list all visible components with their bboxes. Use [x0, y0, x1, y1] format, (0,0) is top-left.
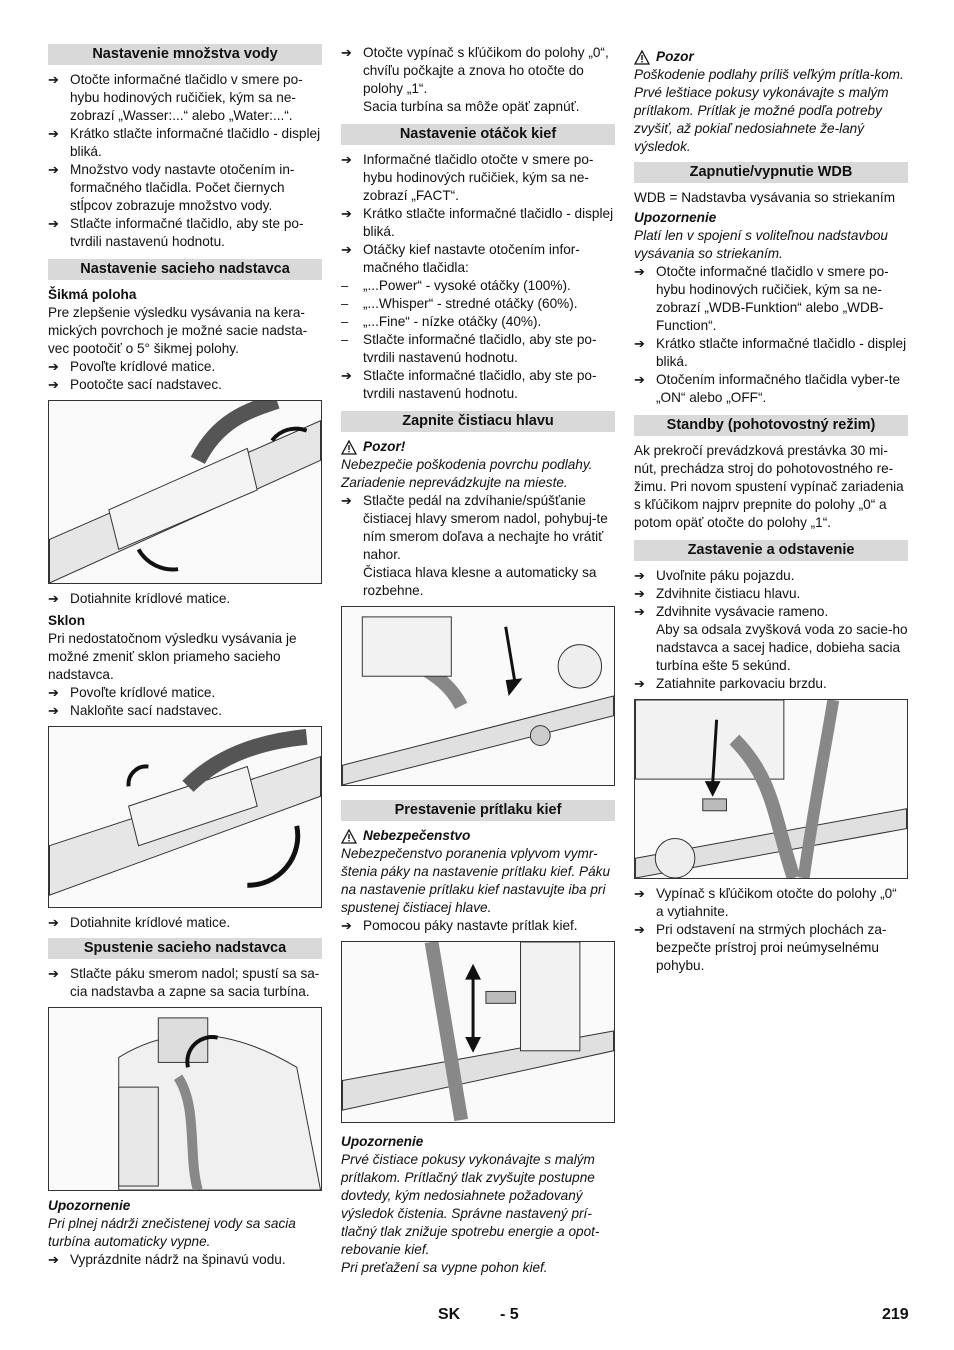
- subheading-oblique: Šikmá poloha: [48, 287, 137, 302]
- illustration-suction-oblique: [48, 400, 322, 584]
- arrow-right-icon: ➔: [634, 372, 645, 387]
- step: ➔ Uvoľnite páku pojazdu.: [634, 568, 795, 583]
- illustration-pressure-lever: [341, 941, 615, 1123]
- step: ➔ Krátko stlačte informačné tlačidlo - displej bliká.: [48, 126, 321, 159]
- step: ➔ Pri odstavení na strmých plochách za-bezpečte prístroj proi neúmyselnému pohybu.: [634, 922, 887, 973]
- step: ➔ Stlačte informačné tlačidlo, aby ste po-tvrdili nastavenú hodnotu.: [48, 216, 304, 249]
- step: ➔ Povoľte krídlové matice.: [48, 359, 216, 374]
- arrow-right-icon: ➔: [634, 676, 645, 691]
- warning-triangle-icon: [341, 440, 357, 455]
- step: ➔ Nakloňte sací nadstavec.: [48, 703, 222, 718]
- arrow-right-icon: ➔: [341, 45, 352, 60]
- arrow-right-icon: ➔: [634, 922, 645, 937]
- step: ➔ Stlačte páku smerom nadol; spustí sa sa-cia nadstavba a zapne sa sacia turbína.: [48, 966, 320, 999]
- arrow-right-icon: ➔: [341, 206, 352, 221]
- parking-brake-drawing: [635, 700, 907, 878]
- arrow-right-icon: ➔: [634, 586, 645, 601]
- section-header-lower: Spustenie sacieho nadstavca: [48, 938, 322, 959]
- note-text: Pri plnej nádrži znečistenej vody sa sacia turbína automaticky vypne.: [48, 1216, 296, 1249]
- arrow-right-icon: ➔: [48, 162, 59, 177]
- step: ➔ Vyprázdnite nádrž na špinavú vodu.: [48, 1252, 286, 1267]
- step: ➔ Informačné tlačidlo otočte v smere po-hybu hodinových ručičiek, kým sa ne-zobrazí „FACT“.: [341, 152, 594, 203]
- step: ➔ Stlačte informačné tlačidlo, aby ste po-tvrdili nastavenú hodnotu.: [341, 368, 597, 401]
- arrow-right-icon: ➔: [48, 216, 59, 231]
- section-header-standby: Standby (pohotovostný režim): [634, 415, 908, 436]
- paragraph: Čistiaca hlava klesne a automaticky sa rozbehne.: [363, 565, 597, 598]
- arrow-right-icon: ➔: [48, 685, 59, 700]
- paragraph: Sacia turbína sa môže opäť zapnúť.: [363, 99, 580, 114]
- pedal-drawing: [342, 607, 614, 785]
- illustration-pedal: [341, 606, 615, 786]
- dash-item: – Stlačte informačné tlačidlo, aby ste po-tvrdili nastavenú hodnotu.: [341, 332, 597, 365]
- illustration-lever: [48, 1007, 322, 1191]
- step: ➔ Krátko stlačte informačné tlačidlo - displej bliká.: [634, 336, 907, 369]
- note-label: Upozornenie: [634, 210, 717, 225]
- caution-text: Poškodenie podlahy príliš veľkým prítla-kom. Prvé leštiace pokusy vykonávajte s malým prítlakom. Prítlak je možné podľa potreby zvyšiť, až pokiaľ nedosiahnete že-laný výsledok.: [634, 67, 904, 154]
- warning-triangle-icon: [341, 829, 357, 844]
- dash-item: – „...Whisper“ - stredné otáčky (60%).: [341, 296, 578, 311]
- note-text: Prvé čistiace pokusy vykonávajte s malým prítlakom. Prítlačný tlak zvyšujte postupne dovtedy, kým nedosiahnete požadovaný výsledok čistenia. Správne nastavený prí-tlačný tlak znižuje spotrebu energie a opot-rebovanie kief.: [341, 1152, 600, 1257]
- arrow-right-icon: ➔: [48, 377, 59, 392]
- section-header-wdb: Zapnutie/vypnutie WDB: [634, 162, 908, 183]
- section-header-speed: Nastavenie otáčok kief: [341, 124, 615, 145]
- step: ➔ Otočte informačné tlačidlo v smere po-hybu hodinových ručičiek, kým sa ne-zobrazí „WDB-Funktion“ alebo „WDB-Function“.: [634, 264, 889, 333]
- page-number: 219: [882, 1306, 909, 1323]
- note-label: Upozornenie: [48, 1198, 131, 1213]
- caution-heading: Pozor!: [341, 438, 615, 456]
- column-right: [634, 44, 908, 975]
- step: ➔ Otáčky kief nastavte otočením infor-mačného tlačidla:: [341, 242, 580, 275]
- step: ➔ Zdvihnite čistiacu hlavu.: [634, 586, 801, 601]
- arrow-right-icon: ➔: [48, 591, 59, 606]
- paragraph: Pre zlepšenie výsledku vysávania na kera-mických povrchoch je možné sacie nadsta-vec pootočiť o 5° šikmej polohy.: [48, 305, 308, 356]
- arrow-right-icon: ➔: [341, 918, 352, 933]
- arrow-right-icon: ➔: [634, 336, 645, 351]
- step: ➔ Zdvihnite vysávacie rameno.: [634, 604, 829, 619]
- arrow-right-icon: ➔: [634, 264, 645, 279]
- note-label: Upozornenie: [341, 1134, 424, 1149]
- dash-item: – „...Power“ - vysoké otáčky (100%).: [341, 278, 571, 293]
- step: ➔ Pootočte sací nadstavec.: [48, 377, 222, 392]
- paragraph: Pri nedostatočnom výsledku vysávania je možné zmeniť sklon priameho sacieho nadstavca.: [48, 631, 297, 682]
- arrow-right-icon: ➔: [341, 493, 352, 508]
- arrow-right-icon: ➔: [48, 72, 59, 87]
- step: ➔ Povoľte krídlové matice.: [48, 685, 216, 700]
- arrow-right-icon: ➔: [634, 886, 645, 901]
- arrow-right-icon: ➔: [48, 126, 59, 141]
- illustration-suction-tilt: [48, 726, 322, 908]
- section-page-number: - 5: [500, 1306, 519, 1323]
- pressure-lever-drawing: [342, 942, 614, 1122]
- step: ➔ Pomocou páky nastavte prítlak kief.: [341, 918, 578, 933]
- language-code: SK: [438, 1306, 461, 1323]
- illustration-parking-brake: [634, 699, 908, 879]
- caution-heading: Pozor: [634, 48, 908, 66]
- arrow-right-icon: ➔: [48, 359, 59, 374]
- arrow-right-icon: ➔: [48, 703, 59, 718]
- lever-drawing: [49, 1008, 321, 1190]
- subheading-tilt: Sklon: [48, 613, 86, 628]
- arrow-right-icon: ➔: [341, 152, 352, 167]
- step: ➔ Otočte informačné tlačidlo v smere po-hybu hodinových ručičiek, kým sa ne-zobrazí „Wasser:...“ alebo „Water:...“.: [48, 72, 303, 123]
- danger-text: Nebezpečenstvo poranenia vplyvom vymr-štenia páky na nastavenie prítlaku kief. Páku na nastavenie prítlaku kief nastavujte iba pri spustenej čistiacej hlave.: [341, 846, 611, 915]
- step: ➔ Krátko stlačte informačné tlačidlo - displej bliká.: [341, 206, 614, 239]
- danger-heading: Nebezpečenstvo: [341, 827, 615, 845]
- dash-item: – „...Fine“ - nízke otáčky (40%).: [341, 314, 542, 329]
- suction-bar-tilt-drawing: [49, 727, 321, 907]
- step: ➔ Dotiahnite krídlové matice.: [48, 915, 231, 930]
- section-header-pressure: Prestavenie prítlaku kief: [341, 800, 615, 821]
- step: ➔ Otočte vypínač s kľúčikom do polohy „0“, chvíľu počkajte a znova ho otočte do polohy „1“.: [341, 45, 609, 96]
- arrow-right-icon: ➔: [341, 368, 352, 383]
- paragraph: Ak prekročí prevádzková prestávka 30 mi-nút, prechádza stroj do pohotovostného re-žimu. Pri novom spustení vypínač zariadenia s kľúčikom najprv prepnite do polohy „0“ a potom opäť otočte do polohy „1“.: [634, 443, 904, 530]
- page-footer: [0, 1306, 954, 1330]
- step: ➔ Množstvo vody nastavte otočením in-formačného tlačidla. Počet čiernych stĺpcov zobrazuje množstvo vody.: [48, 162, 295, 213]
- paragraph: WDB = Nadstavba vysávania so striekaním: [634, 190, 896, 205]
- step: ➔ Vypínač s kľúčikom otočte do polohy „0“ a vytiahnite.: [634, 886, 897, 919]
- arrow-right-icon: ➔: [341, 242, 352, 257]
- section-header-suction: Nastavenie sacieho nadstavca: [48, 259, 322, 280]
- section-header-head: Zapnite čistiacu hlavu: [341, 411, 615, 432]
- arrow-right-icon: ➔: [48, 966, 59, 981]
- section-header-stop: Zastavenie a odstavenie: [634, 540, 908, 561]
- warning-triangle-icon: [634, 50, 650, 65]
- step: ➔ Zatiahnite parkovaciu brzdu.: [634, 676, 827, 691]
- arrow-right-icon: ➔: [48, 1252, 59, 1267]
- section-header-water: Nastavenie množstva vody: [48, 44, 322, 65]
- note-text: Platí len v spojení s voliteľnou nadstavbou vysávania so striekaním.: [634, 228, 888, 261]
- column-middle: [341, 44, 615, 1277]
- caution-text: Nebezpečie poškodenia povrchu podlahy. Zariadenie neprevádzkujte na mieste.: [341, 457, 593, 490]
- column-left: [48, 44, 322, 1269]
- step: ➔ Dotiahnite krídlové matice.: [48, 591, 231, 606]
- arrow-right-icon: ➔: [634, 568, 645, 583]
- step: ➔ Otočením informačného tlačidla vyber-te „ON“ alebo „OFF“.: [634, 372, 901, 405]
- suction-bar-drawing: [49, 401, 321, 583]
- arrow-right-icon: ➔: [48, 915, 59, 930]
- paragraph: Aby sa odsala zvyšková voda zo sacie-ho nadstavca a sacej hadice, dobieha sacia turbína ešte 5 sekúnd.: [656, 622, 908, 673]
- arrow-right-icon: ➔: [634, 604, 645, 619]
- note-text-2: Pri preťažení sa vypne pohon kief.: [341, 1260, 548, 1275]
- step: ➔ Stlačte pedál na zdvíhanie/spúšťanie čistiacej hlavy smerom nadol, pohybuj-te ním smerom doľava a nechajte ho vrátiť nahor.: [341, 493, 608, 562]
